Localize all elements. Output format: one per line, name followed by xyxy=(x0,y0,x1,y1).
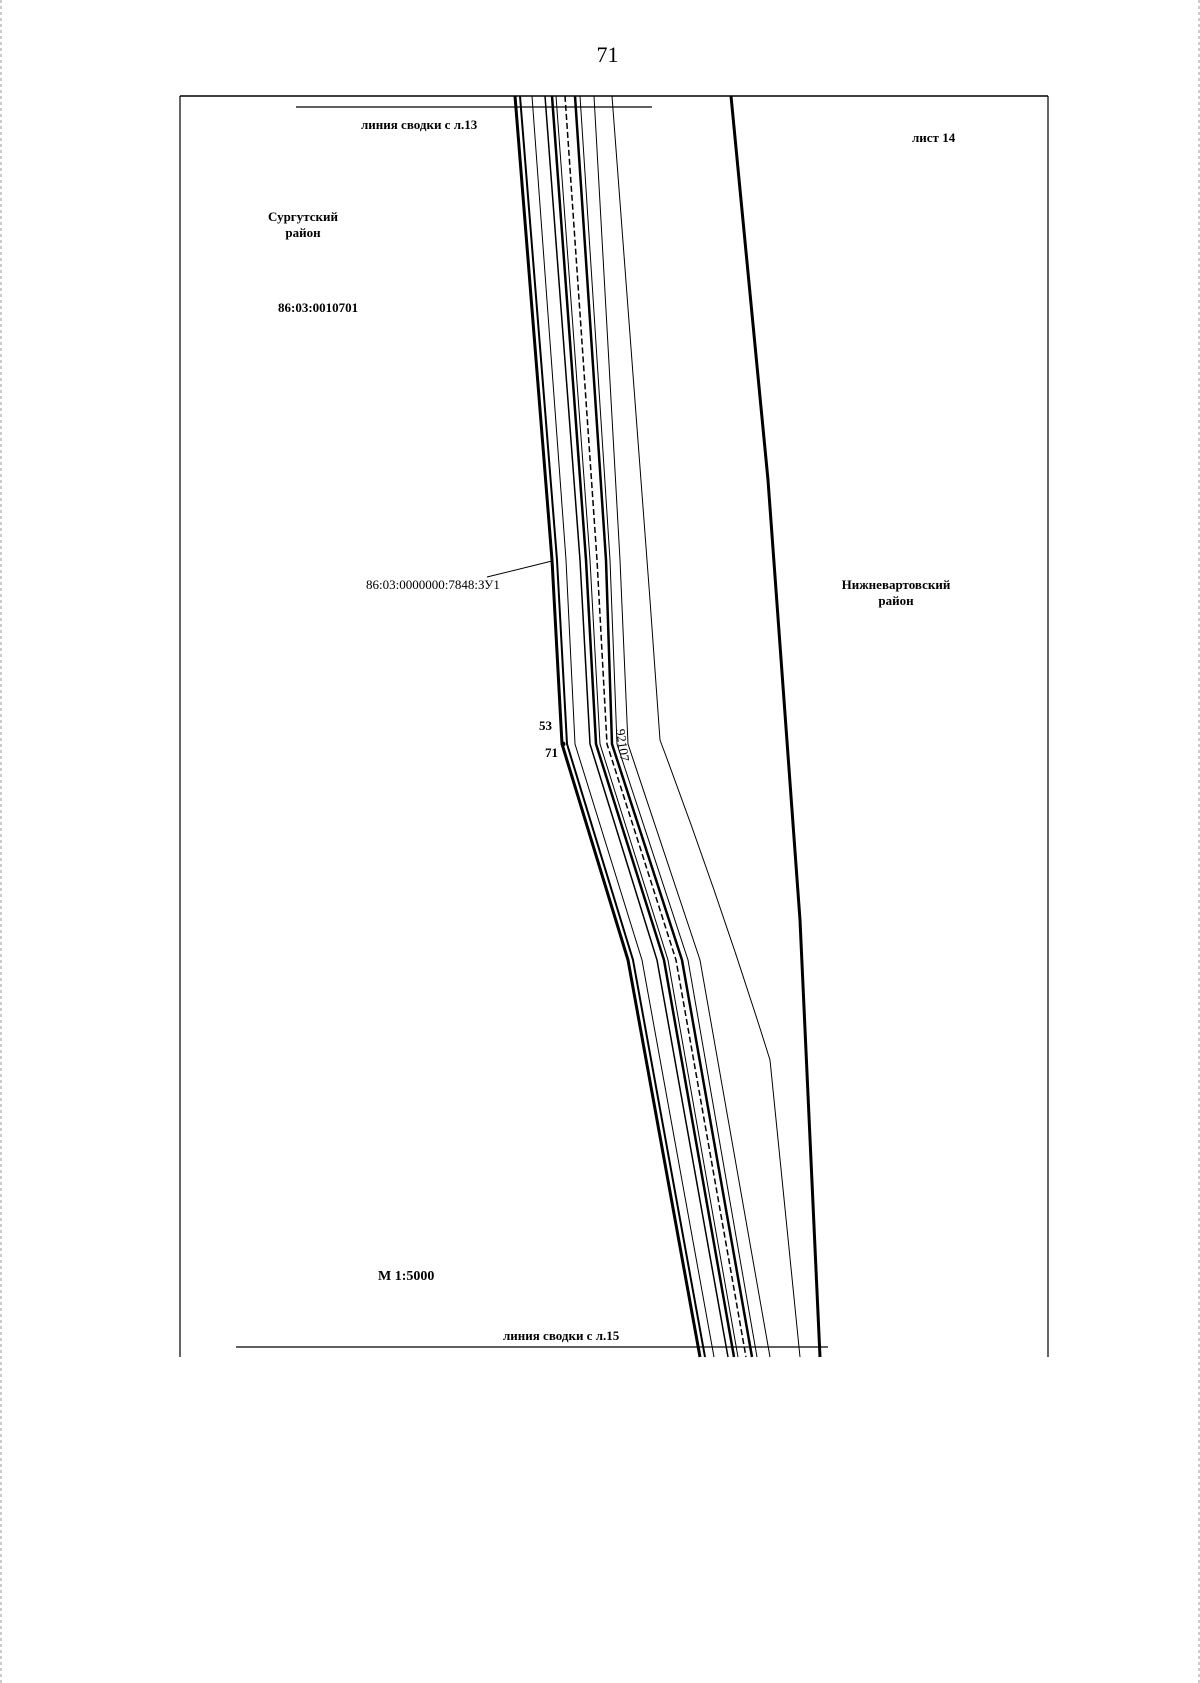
parcel-leader-line xyxy=(487,561,552,577)
quarter-label: 86:03:0010701 xyxy=(278,300,359,315)
district-left-line1: Сургутский xyxy=(268,209,338,224)
district-right-line1: Нижневартовский xyxy=(841,577,951,592)
parcel-boundary-right xyxy=(575,96,752,1357)
map-frame xyxy=(180,96,1048,1357)
turning-point-marker xyxy=(561,742,566,747)
scale-label: М 1:5000 xyxy=(378,1269,435,1284)
join-line-bottom-label: линия сводки с л.15 xyxy=(503,1328,620,1343)
sheet-label: лист 14 xyxy=(912,130,956,145)
district-left-label xyxy=(258,209,348,241)
district-right-line2: район xyxy=(878,593,914,608)
point-71-label: 71 xyxy=(545,745,558,760)
contour-92107-line xyxy=(612,96,800,1357)
corridor-lines xyxy=(515,96,820,1357)
district-right-label xyxy=(826,577,966,609)
page-number: 71 xyxy=(596,42,619,67)
join-line-top-label: линия сводки с л.13 xyxy=(361,117,478,132)
district-boundary xyxy=(731,96,820,1357)
district-left-line2: район xyxy=(285,225,321,240)
parcel-label: 86:03:0000000:7848:ЗУ1 xyxy=(366,577,500,592)
contour-label: 92107 xyxy=(613,728,633,763)
point-53-label: 53 xyxy=(539,718,552,733)
